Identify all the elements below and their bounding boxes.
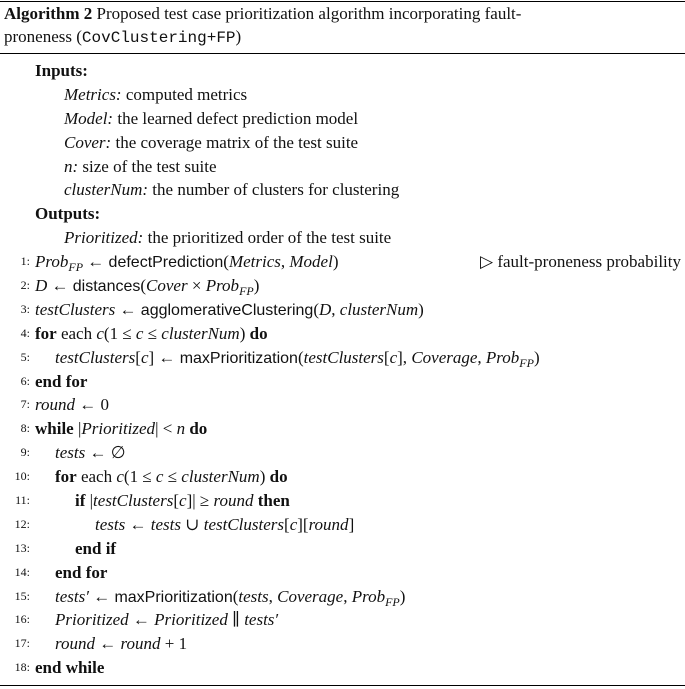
line-segment: Prob: [205, 276, 240, 296]
algorithm-line: [0, 322, 685, 346]
line-segment: ]: [348, 514, 355, 534]
line-segment: Metrics: [228, 252, 281, 272]
line-segment: c: [135, 323, 144, 343]
line-text: [35, 202, 100, 226]
line-segment: ): [399, 586, 406, 606]
line-segment: tests′: [244, 610, 279, 630]
line-segment: ): [239, 323, 250, 343]
line-segment: c: [116, 467, 124, 487]
line-segment: ): [418, 299, 424, 319]
line-segment: ∥: [227, 610, 245, 630]
line-segment: do: [269, 467, 288, 487]
line-segment: c: [179, 491, 187, 511]
line-text: [35, 417, 207, 441]
algorithm-body: [0, 59, 685, 680]
line-segment: do: [189, 419, 208, 439]
line-segment: the coverage matrix of the test suite: [111, 132, 359, 152]
line-segment: |: [85, 491, 94, 511]
line-text: [55, 465, 288, 489]
line-segment: ←: [125, 514, 151, 534]
line-number: 7:: [20, 397, 30, 412]
line-segment: n:: [64, 156, 79, 176]
line-segment: testClusters: [35, 299, 116, 319]
line-text: [64, 226, 391, 250]
line-segment: ): [332, 252, 339, 272]
line-number: 4:: [20, 325, 30, 340]
io-line: [0, 107, 685, 131]
line-segment: ): [533, 347, 540, 367]
caption-text-2: proneness (: [4, 27, 82, 46]
line-segment: ←: [115, 299, 141, 319]
line-segment: FP: [385, 594, 400, 609]
line-segment: [: [173, 491, 180, 511]
line-segment: distances: [72, 278, 141, 296]
bottom-rule: [0, 685, 685, 686]
line-segment: (: [313, 299, 319, 319]
line-segment: Prob: [485, 347, 520, 367]
line-segment: computed metrics: [121, 84, 248, 104]
line-segment: Inputs:: [35, 61, 88, 80]
line-segment: ← 0: [75, 395, 109, 415]
algorithm-line: [0, 417, 685, 441]
caption-code: CovClustering+FP: [81, 29, 236, 47]
line-segment: ← ∅: [85, 443, 126, 463]
algorithm-line: [0, 608, 685, 632]
line-text: [35, 656, 104, 680]
line-segment: D: [35, 276, 48, 296]
line-segment: ←: [128, 610, 155, 630]
algorithm-line: [0, 465, 685, 489]
line-segment: (: [232, 586, 239, 606]
line-segment: [: [135, 347, 141, 367]
caption-text: Proposed test case prioritization algorithm incorporating fault-: [92, 4, 522, 23]
line-segment: |: [73, 419, 82, 439]
algorithm-line: [0, 513, 685, 537]
line-segment: (1 ≤: [123, 467, 156, 487]
io-line: [0, 226, 685, 250]
line-segment: Cover:: [64, 132, 112, 152]
line-segment: c: [155, 467, 164, 487]
line-segment: ≤: [143, 323, 162, 343]
line-number: 12:: [14, 516, 30, 531]
line-segment: Prioritized:: [64, 228, 144, 248]
line-segment: Model:: [64, 108, 114, 128]
line-segment: end for: [55, 562, 108, 582]
algorithm-line: [0, 537, 685, 561]
line-segment: ×: [187, 276, 206, 296]
line-segment: | <: [155, 419, 177, 439]
line-text: [64, 131, 358, 155]
algorithm-line: [0, 393, 685, 417]
line-segment: for: [55, 467, 77, 487]
line-segment: c: [140, 347, 149, 367]
line-segment: Coverage: [277, 586, 344, 606]
line-text: [35, 298, 424, 323]
line-segment: (: [297, 347, 304, 367]
line-text: [35, 322, 268, 346]
algorithm-caption: [4, 2, 682, 50]
line-segment: testClusters: [55, 347, 136, 367]
line-segment: tests: [150, 514, 181, 534]
line-segment: tests: [95, 514, 126, 534]
line-segment: (1 ≤: [103, 323, 136, 343]
line-segment: Prioritized: [154, 610, 228, 630]
line-number: 18:: [14, 660, 30, 675]
algorithm-line: [0, 489, 685, 513]
line-number: 9:: [20, 445, 30, 460]
line-segment: ,: [280, 252, 290, 272]
line-segment: ],: [397, 347, 412, 367]
line-segment: Prob: [35, 252, 69, 272]
line-segment: [: [284, 514, 290, 534]
line-text: [75, 489, 290, 513]
line-segment: clusterNum: [181, 467, 260, 487]
io-line: [0, 155, 685, 179]
line-segment: end for: [35, 371, 88, 391]
line-number: 3:: [20, 301, 30, 316]
line-segment: c: [389, 347, 398, 367]
line-segment: each: [76, 467, 117, 487]
line-segment: ≤: [163, 467, 182, 487]
line-segment: ,: [331, 299, 340, 319]
line-segment: round: [35, 395, 75, 415]
line-segment: ,: [477, 347, 486, 367]
line-segment: defectPrediction: [108, 254, 224, 272]
line-segment: (: [140, 276, 147, 296]
line-segment: end if: [75, 538, 117, 558]
line-text: [95, 513, 354, 537]
line-segment: ): [253, 276, 260, 296]
line-segment: Prioritized: [81, 419, 156, 439]
caption-label: Algorithm 2: [4, 4, 93, 23]
line-segment: round: [120, 634, 161, 654]
line-segment: round: [55, 634, 95, 654]
line-segment: clusterNum: [161, 323, 240, 343]
line-segment: ][: [297, 514, 309, 534]
line-number: 6:: [20, 373, 30, 388]
line-number: 2:: [20, 278, 30, 293]
line-segment: ): [259, 467, 270, 487]
caption-text-3: ): [235, 27, 242, 46]
algorithm-line: [0, 441, 685, 465]
line-segment: ] ←: [148, 347, 180, 367]
line-number: 14:: [14, 564, 30, 579]
line-segment: n: [176, 419, 186, 439]
io-line: [0, 178, 685, 202]
line-segment: [: [383, 347, 390, 367]
algorithm-line: [0, 656, 685, 680]
line-text: [55, 632, 187, 656]
line-text: [35, 393, 109, 417]
algorithm-line: [0, 632, 685, 656]
line-segment: ←: [95, 634, 121, 654]
line-segment: Prioritized: [55, 610, 129, 630]
line-text: [64, 83, 247, 107]
line-segment: ,: [343, 586, 352, 606]
line-segment: round: [213, 491, 254, 511]
line-segment: FP: [519, 355, 534, 370]
algorithm-line: [0, 370, 685, 394]
line-segment: testClusters: [303, 347, 384, 367]
line-number: 5:: [20, 349, 30, 364]
line-segment: tests′: [55, 586, 89, 606]
line-segment: FP: [239, 284, 254, 299]
line-segment: agglomerativeClustering: [140, 301, 314, 319]
line-text: [64, 155, 217, 179]
line-segment: Model: [289, 252, 333, 272]
line-segment: maxPrioritization: [114, 588, 233, 606]
line-comment: ▷ fault-proneness probability: [480, 252, 681, 272]
line-segment: then: [257, 491, 290, 511]
line-segment: tests: [238, 586, 269, 606]
line-text: [64, 178, 399, 202]
line-number: 13:: [14, 540, 30, 555]
line-segment: ]| ≥: [186, 491, 214, 511]
line-number: 17:: [14, 636, 30, 651]
line-segment: (: [223, 252, 229, 272]
line-segment: the prioritized order of the test suite: [143, 228, 392, 248]
line-text: [35, 370, 87, 394]
line-segment: round: [308, 514, 349, 534]
line-segment: Coverage: [411, 347, 478, 367]
line-segment: the learned defect prediction model: [113, 108, 359, 128]
io-line: [0, 83, 685, 107]
algorithm-line: [0, 250, 685, 274]
io-line: [0, 202, 685, 226]
line-text: [64, 107, 358, 131]
line-number: 1:: [20, 254, 30, 269]
line-number: 8:: [20, 421, 30, 436]
line-segment: tests: [55, 443, 86, 463]
algorithm-line: [0, 561, 685, 585]
line-segment: size of the test suite: [78, 156, 217, 176]
algorithm-line: [0, 585, 685, 609]
line-segment: if: [75, 491, 86, 511]
line-number: 15:: [14, 588, 30, 603]
line-segment: FP: [68, 260, 84, 275]
line-text: [75, 537, 116, 561]
line-segment: ←: [88, 586, 115, 606]
line-segment: c: [96, 323, 104, 343]
line-segment: clusterNum:: [64, 180, 149, 200]
line-segment: maxPrioritization: [179, 349, 298, 367]
line-text: [55, 561, 107, 585]
algorithm-line: [0, 346, 685, 370]
line-segment: Prob: [351, 586, 386, 606]
line-text: [35, 59, 88, 83]
line-segment: clusterNum: [339, 299, 419, 319]
line-segment: testClusters: [203, 514, 285, 534]
line-number: 11:: [15, 493, 30, 508]
line-segment: testClusters: [93, 491, 174, 511]
line-text: [55, 441, 126, 465]
line-segment: ←: [47, 276, 73, 296]
line-segment: ←: [83, 252, 109, 272]
line-segment: end while: [35, 658, 105, 678]
line-segment: + 1: [160, 634, 188, 654]
line-segment: for: [35, 323, 57, 343]
line-segment: do: [249, 323, 268, 343]
algorithm-line: [0, 274, 685, 298]
line-number: 16:: [14, 612, 30, 627]
io-line: [0, 59, 685, 83]
caption-rule: [0, 53, 685, 54]
line-segment: D: [319, 299, 332, 319]
line-number: 10:: [14, 469, 30, 484]
io-line: [0, 131, 685, 155]
line-segment: ∪: [180, 514, 204, 534]
algorithm-line: [0, 298, 685, 322]
line-segment: Outputs:: [35, 204, 101, 224]
line-segment: the number of clusters for clustering: [148, 180, 400, 200]
line-segment: Cover: [146, 276, 188, 296]
line-segment: Metrics:: [64, 84, 122, 104]
line-segment: ,: [268, 586, 278, 606]
line-text: [55, 608, 278, 632]
line-segment: while: [35, 419, 74, 439]
line-segment: c: [289, 514, 298, 534]
line-segment: each: [56, 323, 97, 343]
